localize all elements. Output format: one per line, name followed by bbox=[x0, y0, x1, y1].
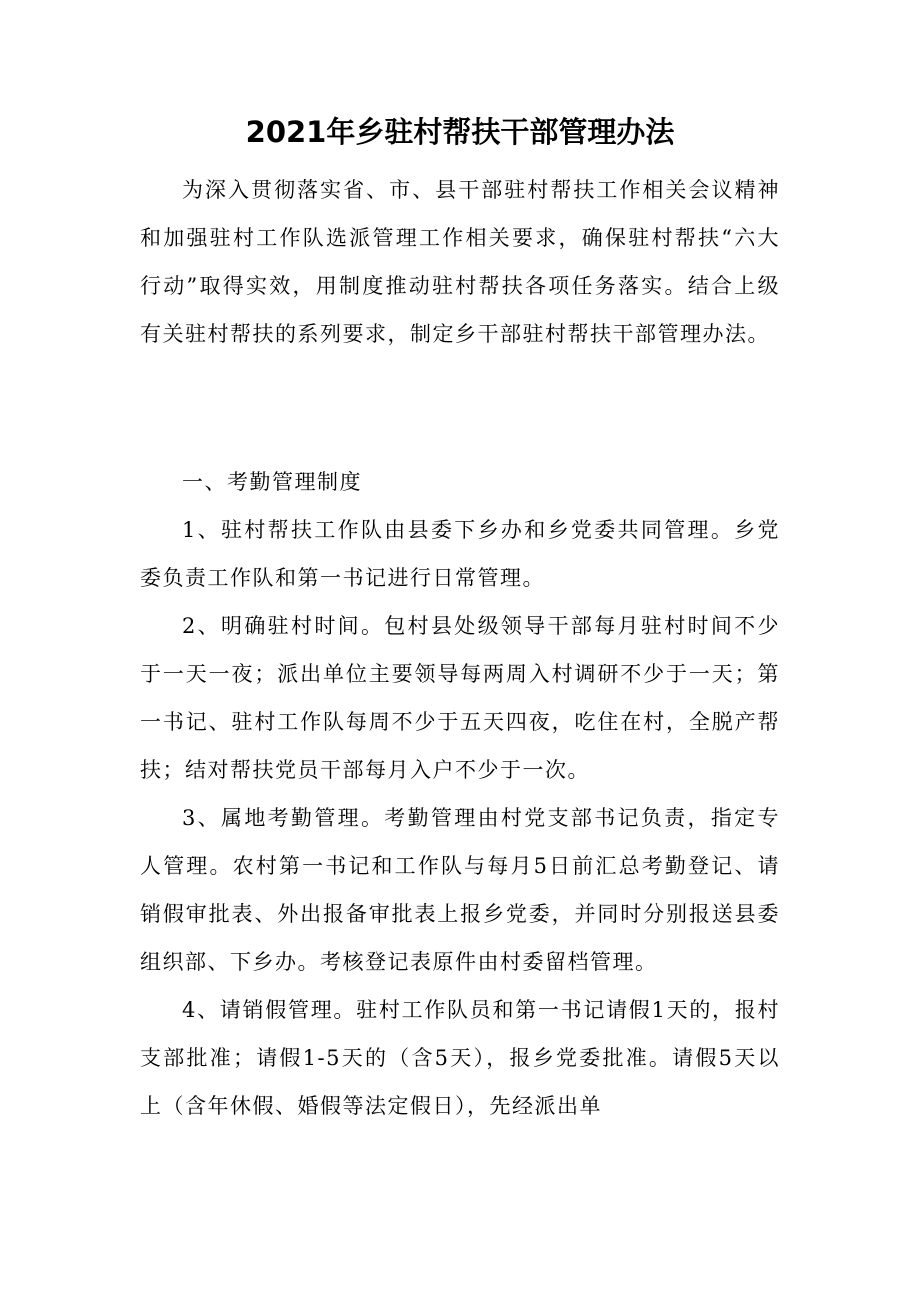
rule-item-2: 2、明确驻村时间。包村县处级领导干部每月驻村时间不少于一天一夜；派出单位主要领导每两周入村调研不少于一天；第一书记、驻村工作队每周不少于五天四夜，吃住在村，全脱产帮扶；结对帮扶党员干部每月入户不少于一次。 bbox=[140, 614, 780, 782]
intro-paragraph: 为深入贯彻落实省、市、县干部驻村帮扶工作相关会议精神和加强驻村工作队选派管理工作相关要求，确保驻村帮扶“六大行动”取得实效，用制度推动驻村帮扶各项任务落实。结合上级有关驻村帮扶的系列要求，制定乡干部驻村帮扶干部管理办法。 bbox=[140, 178, 780, 346]
rule-item-1: 1、驻村帮扶工作队由县委下乡办和乡党委共同管理。乡党委负责工作队和第一书记进行日常管理。 bbox=[140, 518, 780, 590]
intro-block bbox=[140, 166, 780, 358]
rule-item-4: 4、请销假管理。驻村工作队员和第一书记请假1天的，报村支部批准；请假1-5天的（含5天），报乡党委批准。请假5天以上（含年休假、婚假等法定假日），先经派出单 bbox=[140, 998, 780, 1118]
document-title: 2021年乡驻村帮扶干部管理办法 bbox=[245, 115, 675, 149]
rule-item-3: 3、属地考勤管理。考勤管理由村党支部书记负责，指定专人管理。农村第一书记和工作队与每月5日前汇总考勤登记、请销假审批表、外出报备审批表上报乡党委，并同时分别报送县委组织部、下乡办。考核登记表原件由村委留档管理。 bbox=[140, 806, 780, 974]
section-heading: 一、考勤管理制度 bbox=[182, 470, 362, 494]
attendance-section bbox=[140, 458, 780, 1130]
